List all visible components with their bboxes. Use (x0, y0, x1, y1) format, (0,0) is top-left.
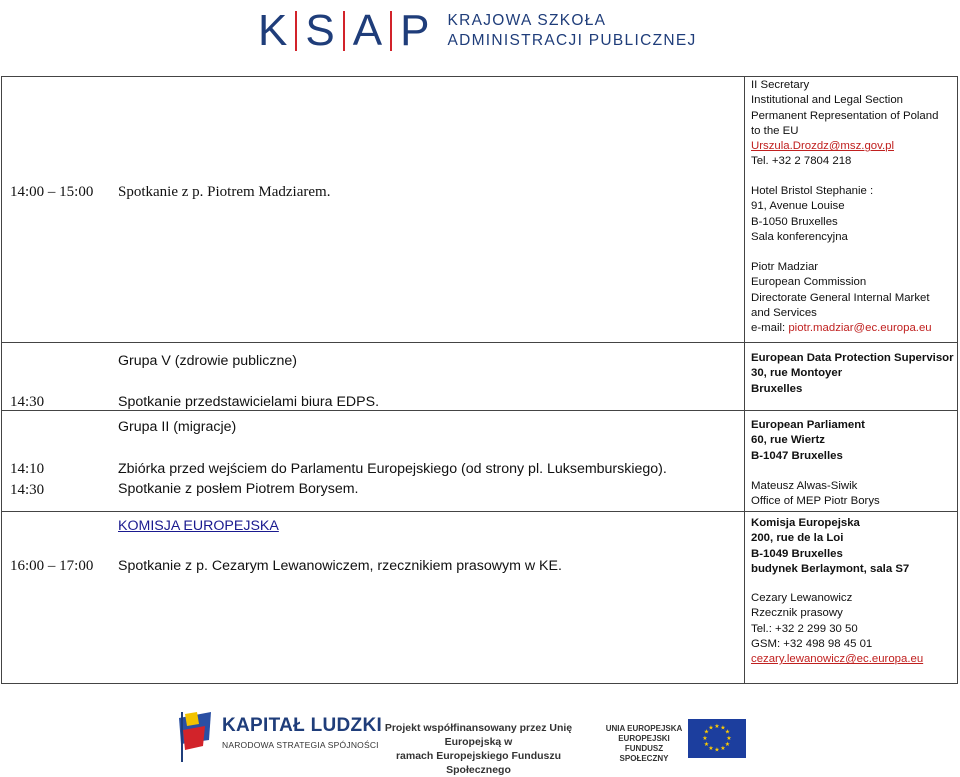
group-heading-link[interactable]: KOMISJA EUROPEJSKA (118, 518, 279, 534)
svg-text:★: ★ (714, 723, 720, 730)
row-event: Spotkanie z p. Piotrem Madziarem. (118, 184, 331, 200)
contact-mobile: GSM: +32 498 98 45 01 (751, 637, 873, 650)
logo-letter-a: A (352, 6, 383, 55)
location-line: budynek Berlaymont, sala S7 (751, 562, 910, 575)
contact-line: Institutional and Legal Section (751, 94, 903, 107)
contact-block (751, 260, 932, 336)
svg-text:★: ★ (726, 735, 732, 742)
row-event: Spotkanie przedstawicielami biura EDPS. (118, 394, 380, 410)
ksap-logo (258, 6, 697, 56)
contact-line: Mateusz Alwas-Siwik (751, 480, 858, 492)
contact-line: European Commission (751, 276, 867, 289)
email-label: e-mail: (751, 322, 789, 335)
svg-text:★: ★ (724, 728, 731, 736)
ue-line: UNIA EUROPEJSKA (605, 724, 683, 733)
logo-divider (343, 11, 345, 51)
row-time: 14:10 (10, 461, 45, 477)
svg-text:★: ★ (720, 745, 726, 752)
row-divider (2, 410, 957, 411)
column-divider (744, 77, 745, 683)
svg-text:★: ★ (703, 741, 710, 748)
eu-flag-icon (688, 719, 746, 758)
row-divider (2, 511, 957, 512)
logo-name-line1: KRAJOWA SZKOŁA (447, 12, 607, 29)
row-event: Spotkanie z p. Cezarym Lewanowiczem, rzecznikiem prasowym w KE. (118, 558, 562, 574)
logo-divider (390, 11, 392, 51)
svg-text:★: ★ (702, 735, 708, 742)
svg-text:★: ★ (720, 724, 726, 732)
contact-line: and Services (751, 306, 817, 319)
location-line: B-1050 Bruxelles (751, 215, 838, 228)
svg-text:★: ★ (714, 746, 720, 754)
row-time: 14:30 (10, 394, 45, 410)
row-time: 14:00 – 15:00 (10, 184, 94, 200)
kapital-ludzki-title: KAPITAŁ LUDZKI (222, 715, 383, 736)
eu-stars-icon (688, 719, 746, 758)
logo-letter-k: K (258, 6, 288, 55)
ue-line: FUNDUSZ SPOŁECZNY (619, 744, 669, 763)
project-line: ramach Europejskiego Funduszu Społecznego (395, 750, 562, 776)
svg-text:★: ★ (708, 724, 714, 732)
kapital-ludzki-subtitle: NARODOWA STRATEGIA SPÓJNOŚCI (222, 740, 379, 750)
contact-line: II Secretary (751, 79, 810, 91)
location-block (751, 184, 873, 245)
location-line: European Parliament (751, 419, 865, 431)
contact-email-row (751, 321, 932, 336)
project-line: Projekt współfinansowany przez Unię Europejską w (384, 722, 573, 748)
location-line: 30, rue Montoyer (751, 367, 843, 380)
contact-phone: Tel.: +32 2 299 30 50 (751, 622, 858, 635)
contact-phone: Tel. +32 2 7804 218 (751, 155, 852, 168)
contact-block (751, 479, 880, 510)
ue-line: EUROPEJSKI (618, 734, 670, 743)
contact-block (751, 591, 923, 667)
location-block (751, 516, 909, 577)
row-divider (2, 342, 957, 343)
contact-line: Piotr Madziar (751, 261, 819, 273)
svg-text:★: ★ (724, 741, 731, 748)
location-block (751, 351, 954, 397)
location-line: 91, Avenue Louise (751, 200, 845, 213)
contact-line: Cezary Lewanowicz (751, 592, 853, 604)
contact-line: Rzecznik prasowy (751, 607, 843, 620)
location-line: B-1049 Bruxelles (751, 547, 843, 560)
group-heading: Grupa II (migracje) (118, 419, 237, 435)
location-block (751, 418, 865, 464)
logo-institution-name (447, 11, 696, 51)
ue-efs-text (603, 724, 685, 764)
svg-text:★: ★ (703, 728, 710, 736)
location-line: 60, rue Wiertz (751, 434, 825, 447)
logo-letter-p: P (400, 6, 430, 55)
location-line: Bruxelles (751, 382, 803, 395)
footer-logos (0, 700, 960, 776)
row-event: Spotkanie z posłem Piotrem Borysem. (118, 481, 359, 497)
location-line: B-1047 Bruxelles (751, 449, 843, 462)
contact-email-link[interactable]: cezary.lewanowicz@ec.europa.eu (751, 653, 924, 666)
logo-divider (295, 11, 297, 51)
logo-name-line2: ADMINISTRACJI PUBLICZNEJ (447, 32, 697, 49)
location-line: Hotel Bristol Stephanie : (751, 185, 874, 197)
location-line: Komisja Europejska (751, 517, 860, 529)
row-event: Zbiórka przed wejściem do Parlamentu Europejskiego (od strony pl. Luksemburskiego). (118, 461, 667, 477)
row-time: 16:00 – 17:00 (10, 558, 94, 574)
location-line: 200, rue de la Loi (751, 532, 844, 545)
location-line: European Data Protection Supervisor (751, 352, 954, 364)
group-heading: Grupa V (zdrowie publiczne) (118, 353, 297, 369)
contact-email-link[interactable]: Urszula.Drozdz@msz.gov.pl (751, 140, 895, 153)
location-line: Sala konferencyjna (751, 230, 848, 243)
contact-line: Directorate General Internal Market (751, 291, 930, 304)
logo-letter-s: S (305, 6, 335, 55)
contact-email-link[interactable]: piotr.madziar@ec.europa.eu (788, 322, 932, 335)
project-cofinanced-text (366, 721, 591, 777)
contact-line: Office of MEP Piotr Borys (751, 495, 880, 508)
contact-line: Permanent Representation of Poland (751, 109, 939, 122)
row-time: 14:30 (10, 482, 45, 498)
contact-line: to the EU (751, 124, 799, 137)
contact-block (751, 78, 938, 170)
svg-text:★: ★ (708, 745, 714, 752)
kapital-ludzki-flag-icon (175, 710, 215, 762)
